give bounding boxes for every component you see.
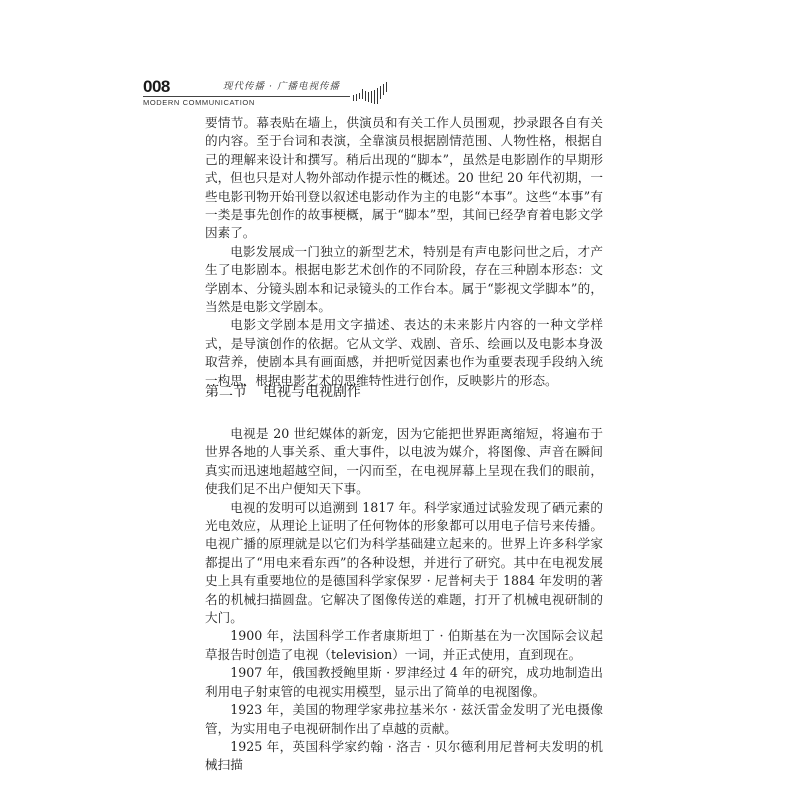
barcode-bars-icon bbox=[353, 81, 403, 109]
section-heading bbox=[205, 383, 361, 401]
section-1-body bbox=[205, 114, 603, 390]
paragraph: 电视是 20 世纪媒体的新宠，因为它能把世界距离缩短，将遍布于世界各地的人事关系、重大事件，以电波为媒介，将图像、声音在瞬间真实而迅速地超越空间，一闪而至，在电视屏幕上呈现在我们的眼前，使我们足不出户便知天下事。 bbox=[205, 426, 603, 497]
paragraph: 电影文学剧本是用文字描述、表达的未来影片内容的一种文学样式，是导演创作的依据。它从文学、戏剧、音乐、绘画以及电影本身汲取营养，使剧本具有画面感，并把听觉因素也作为重要表现手段纳入统一构思，根据电影艺术的思维特性进行创作，反映影片的形态。 bbox=[205, 317, 603, 388]
section-number: 第二节 bbox=[205, 384, 247, 400]
paragraph: 要情节。幕表贴在墙上，供演员和有关工作人员围观，抄录跟各自有关的内容。至于台词和表演，全靠演员根据剧情范围、人物性格，根据自己的理解来设计和撰写。稍后出现的“脚本”，虽然是电影剧作的早期形式，但也只是对人物外部动作提示性的概述。20 世纪 20 年代初期，一些电影刊物开始刊登以叙述电影动作为主的电影“本事”。这些“本事”有一类是事先创作的故事梗概，属于“脚本”型，其间已经孕育着电影文学因素了。 bbox=[205, 115, 603, 241]
paragraph: 1925 年，英国科学家约翰 · 洛吉 · 贝尔德利用尼普柯夫发明的机械扫描 bbox=[205, 738, 603, 773]
header-rule bbox=[143, 96, 350, 97]
paragraph: 1907 年，俄国教授鲍里斯 · 罗津经过 4 年的研究，成功地制造出利用电子射束管的电视实用模型，显示出了简单的电视图像。 bbox=[205, 665, 603, 699]
series-subtitle: MODERN COMMUNICATION bbox=[143, 98, 255, 107]
paragraph: 电视的发明可以追溯到 1817 年。科学家通过试验发现了硒元素的光电效应，从理论上证明了任何物体的形象都可以用电子信号来传播。电视广播的原理就是以它们为科学基础建立起来的。世界上许多科学家都提出了“用电来看东西”的各种设想，并进行了研究。其中在电视发展史上具有重要地位的是德国科学家保罗 · 尼普柯夫于 1884 年发明的著名的机械扫描圆盘。它解决了图像传送的难题，打开了机械电视研制的大门。 bbox=[205, 499, 603, 626]
section-title: 电视与电视剧作 bbox=[263, 384, 361, 400]
paragraph: 1923 年，美国的物理学家弗拉基米尔 · 兹沃雷金发明了光电摄像管，为实用电子电视研制作出了卓越的贡献。 bbox=[205, 702, 603, 736]
paragraph: 电影发展成一门独立的新型艺术，特别是有声电影问世之后，才产生了电影剧本。根据电影艺术创作的不同阶段，存在三种剧本形态：文学剧本、分镜头剧本和记录镜头的工作台本。属于“影视文学脚本”的，当然是电影文学剧本。 bbox=[205, 243, 603, 315]
book-title: 现代传播 · 广播电视传播 bbox=[223, 81, 341, 92]
paragraph: 1900 年，法国科学工作者康斯坦丁 · 伯斯基在为一次国际会议起草报告时创造了电视（television）一词，并正式使用，直到现在。 bbox=[205, 628, 603, 662]
section-2-body bbox=[205, 425, 603, 775]
page-number: 008 bbox=[143, 77, 170, 96]
running-header bbox=[143, 78, 403, 108]
